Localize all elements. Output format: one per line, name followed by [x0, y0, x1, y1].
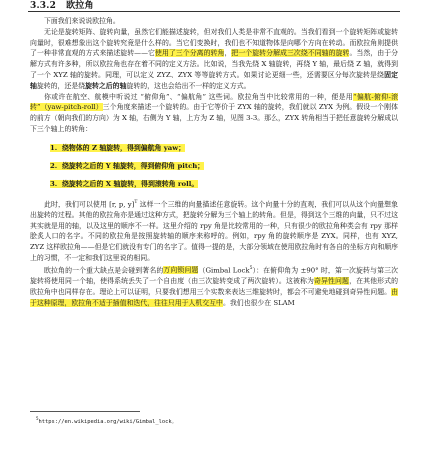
footnote: [36, 416, 177, 425]
paragraph-euler-definition: 无论是旋转矩阵、旋转向量，虽然它们能描述旋转，但对我们人类是非常不直观的。当我们看到一个旋转矩阵或旋转向量时，很难想象出这个旋转究竟是什么样的。当它们变换时，我们也不知道物体是向哪个方向在转动。而欧拉角则提供了一种非常直观的方式来描述旋转——它使用了三个分离的转角，把一个旋转分解成三次绕不同轴的旋转。当然，由于分解方式有许多种，所以欧拉角也存在着不同的定义方法。比如说，当我先绕 X 轴旋转，再绕 Y 轴，最后绕 Z 轴，就得到了一个 XYZ 轴的旋转。同理，可以定义 ZYZ、ZYX 等等旋转方式。如果讨论更细一些，还需要区分每次旋转是绕固定轴旋转的，还是绕旋转之后的轴旋转的，这也会给出不一样的定义方式。: [30, 27, 399, 90]
rotation-steps-list: [30, 143, 398, 190]
paragraph-intro: 下面我们来说说欧拉角。: [44, 17, 120, 25]
highlight-yaw-pitch-roll: “偏航-俯仰-滚转”（yaw-pitch-roll）: [30, 92, 399, 112]
footnote-rule: [30, 411, 140, 412]
section-number: 3.3.2: [30, 1, 57, 11]
footnote-number: 5: [36, 416, 39, 421]
paragraph-rpy-vector: 此时，我们可以使用 [r, p, y]$^T$ 这样一个三维的向量描述任意旋转。这个向量十分的直观，我们可以从这个向量想象出旋转的过程。其他的欧拉角亦是通过这种方式，把旋转分解为三个轴上的转角。但是，得到这个三维的向量，只不过这其实就是用的轴，以及这里的顺序不一样。这里介绍的 rpy 角是比较常用的一种，只有很少的欧拉角种类会有 rpy 那样脍炙人口的名字。不同的欧拉角是按照旋转轴的顺序来称呼的。例如，rpy 角的旋转顺序是 ZYX。同样，也有 XYZ, ZYZ 这样欧拉角——但是它们就没有专门的名字了。值得一提的是，大部分领域在使用欧拉角时有各自的坐标方向和顺序上的习惯，不一定和我们这里说的相同。: [30, 199, 398, 263]
section-header: [30, 0, 398, 11]
highlight-not-for-interpolation: 由于这种原理，欧拉角不适于插值和迭代，往往只用于人机交互中: [30, 287, 398, 307]
header-rule: [28, 11, 400, 12]
list-item: 3. 绕旋转之后的 X 轴旋转，得到滚转角 roll。: [50, 179, 199, 188]
highlight-three-rotations: 把一个旋转分解成三次绕不同轴的旋转: [231, 49, 350, 58]
bold-fixed-axis: 固定轴: [30, 70, 398, 90]
list-item: 1. 绕物体的 Z 轴旋转，得到偏航角 yaw；: [50, 143, 186, 152]
footnote-ref[interactable]: 5: [249, 265, 253, 271]
highlight-singularity: 奇异性问题: [314, 276, 350, 285]
paragraph-gimbal-lock: 欧拉角的一个重大缺点是会碰到著名的万向锁问题（Gimbal Lock$^5$）：在俯仰角为 ±90° 时，第一次旋转与第三次旋转将使用同一个轴，使得系统丢失了一个自由度（由三次旋转变成了两次旋转）。这被称为奇异性问题，在其他形式的欧拉角中也同样存在。理论上可以证明，只要我们想用三个实数来表达三维旋转时，都会不可避免地碰到奇异性问题。由于这种原理，欧拉角不适于插值和迭代，往往只用于人机交互中。我们也很少在 SLAM: [30, 265, 399, 307]
list-item: 2. 绕旋转之后的 Y 轴旋转，得到俯仰角 pitch；: [50, 161, 205, 170]
section-title: 欧拉角: [66, 1, 94, 11]
footnote-link[interactable]: https://en.wikipedia.org/wiki/Gimbal_lock。: [38, 418, 177, 425]
paragraph-yaw-pitch-roll: 你或许在航空、航模中听说过 “俯仰角”、“偏航角” 这些词。欧拉角当中比较常用的一种，便是用“偏航-俯仰-滚转”（yaw-pitch-roll）三个角度来描述一个旋转的。由于它等价于 ZYX 轴的旋转，我们就以 ZYX 为例。假设一个刚体的前方（朝向我们的方向）为 X 轴，右侧为 Y 轴，上方为 Z 轴，见图 3-3。那么，ZYX 转角相当于把任意旋转分解成以下三个轴上的转角：: [30, 92, 399, 133]
highlight-gimbal-lock: 万向锁问题: [163, 266, 199, 275]
highlight-three-angles: 使用了三个分离的转角: [154, 49, 225, 58]
bold-rotated-axis: 旋转之后的轴: [85, 81, 127, 90]
